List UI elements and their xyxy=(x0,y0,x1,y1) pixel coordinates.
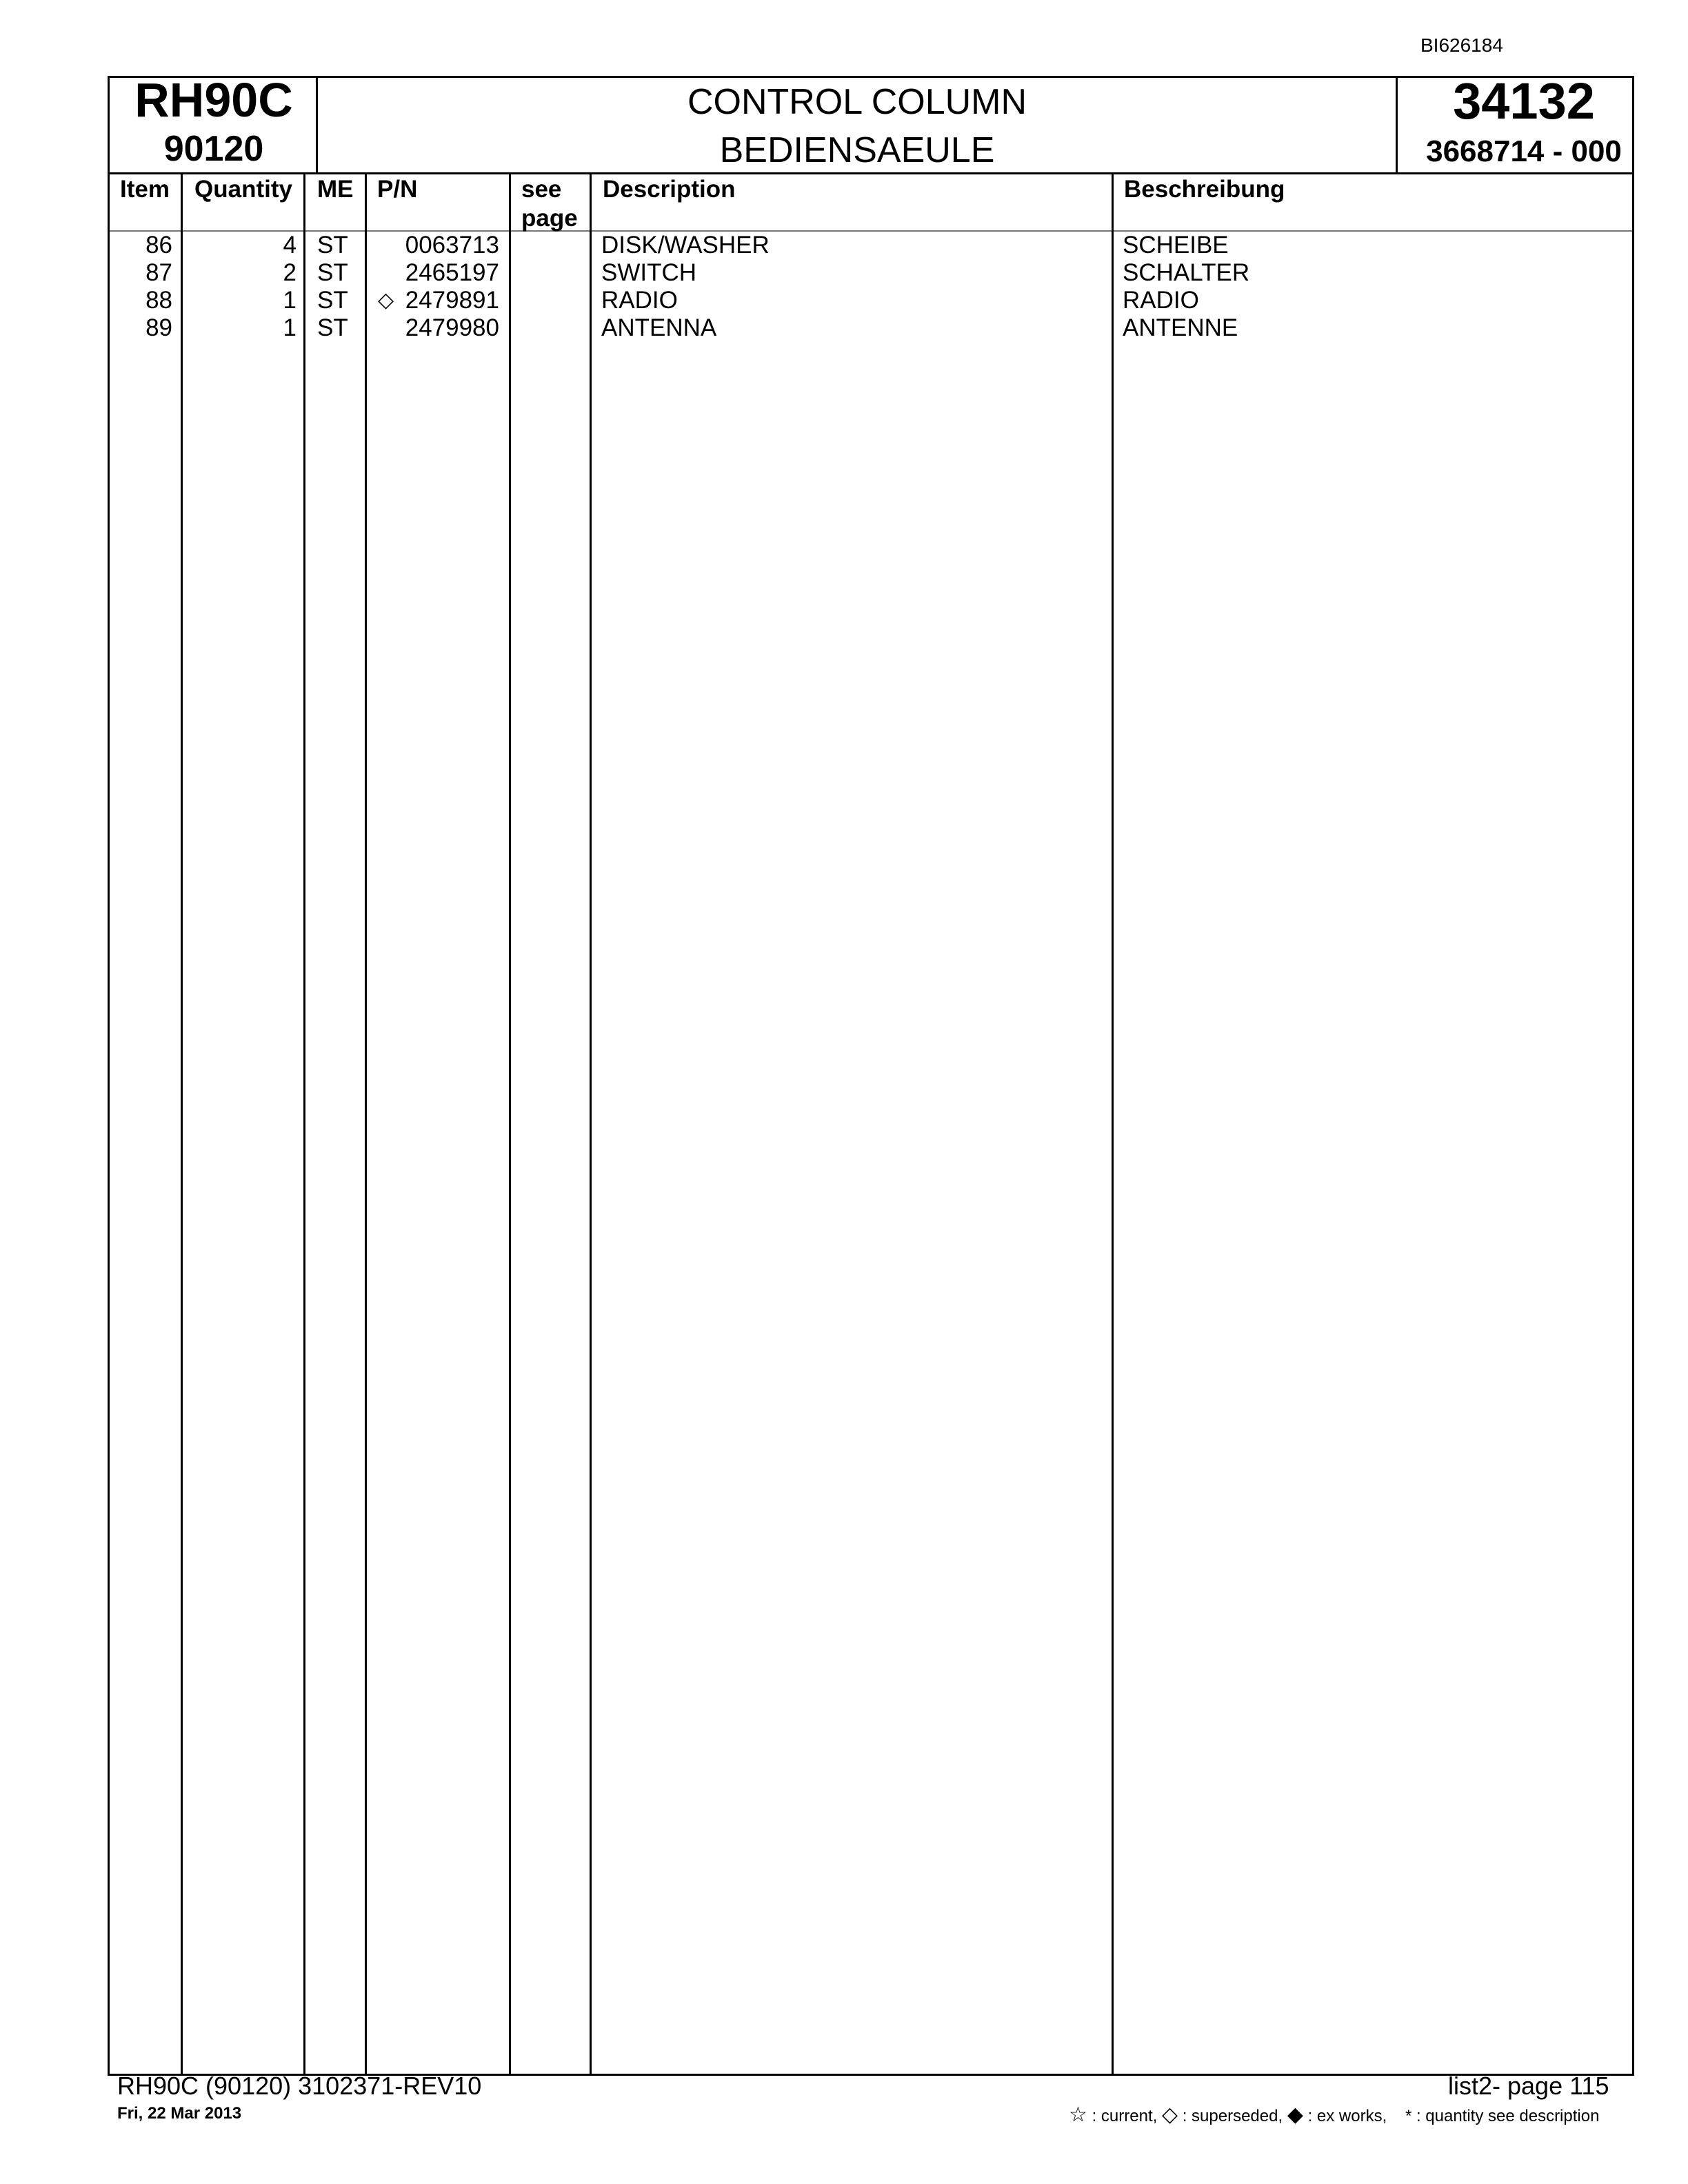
unit: ST xyxy=(317,314,348,341)
col-divider-description xyxy=(1112,172,1114,2075)
quantity: 1 xyxy=(283,287,297,314)
beschreibung: SCHEIBE xyxy=(1123,232,1229,259)
superseded-diamond-icon: ◇ xyxy=(378,289,394,312)
beschreibung: SCHALTER xyxy=(1123,259,1250,286)
col-header-pn: P/N xyxy=(377,176,418,203)
item-number: 87 xyxy=(145,259,172,286)
quantity: 1 xyxy=(283,314,297,341)
header-bottom-line xyxy=(108,172,1634,174)
document-id: BI626184 xyxy=(1420,34,1503,56)
col-header-see: see xyxy=(521,176,562,203)
col-header-me: ME xyxy=(317,176,354,203)
unit: ST xyxy=(317,259,348,286)
beschreibung: RADIO xyxy=(1123,287,1199,314)
col-divider-quantity xyxy=(303,172,305,2075)
unit: ST xyxy=(317,232,348,259)
quantity: 2 xyxy=(283,259,297,286)
part-number: 2479891 xyxy=(405,287,499,314)
item-number: 89 xyxy=(145,314,172,341)
part-number: 2479980 xyxy=(405,314,499,341)
legend-exworks: : ex works, xyxy=(1307,2107,1387,2125)
diamond-filled-icon: ◆ xyxy=(1287,2103,1303,2126)
diamond-outline-icon: ◇ xyxy=(1161,2103,1178,2126)
legend xyxy=(1069,2103,1599,2127)
group-reference: 3668714 - 000 xyxy=(1426,134,1622,168)
frame-right xyxy=(1632,76,1634,2076)
model-name: RH90C xyxy=(134,73,293,127)
beschreibung: ANTENNE xyxy=(1123,314,1238,341)
title-german: BEDIENSAEULE xyxy=(719,130,995,170)
col-header-item: Item xyxy=(120,176,170,203)
star-outline-icon: ☆ xyxy=(1069,2103,1087,2126)
col-header-page: page xyxy=(521,205,578,232)
col-header-description: Description xyxy=(603,176,736,203)
col-header-quantity: Quantity xyxy=(194,176,292,203)
item-number: 86 xyxy=(145,232,172,259)
document-reference: RH90C (90120) 3102371-REV10 xyxy=(117,2072,482,2100)
title-english: CONTROL COLUMN xyxy=(687,82,1027,122)
col-divider-seepage xyxy=(590,172,592,2075)
print-date: Fri, 22 Mar 2013 xyxy=(117,2104,242,2123)
page-number: list2- page 115 xyxy=(1448,2072,1609,2100)
part-number: 0063713 xyxy=(405,232,499,259)
description: DISK/WASHER xyxy=(601,232,770,259)
description: ANTENNA xyxy=(601,314,717,341)
col-header-beschreibung: Beschreibung xyxy=(1124,176,1285,203)
col-divider-me xyxy=(365,172,367,2075)
unit: ST xyxy=(317,287,348,314)
group-number: 34132 xyxy=(1453,72,1595,130)
description: RADIO xyxy=(601,287,678,314)
frame-left xyxy=(108,76,110,2076)
col-divider-item xyxy=(181,172,183,2075)
model-code: 90120 xyxy=(163,129,264,169)
legend-current: : current, xyxy=(1092,2107,1158,2125)
part-number: 2465197 xyxy=(405,259,499,286)
item-number: 88 xyxy=(145,287,172,314)
legend-quantity: * : quantity see description xyxy=(1405,2107,1600,2125)
legend-superseded: : superseded, xyxy=(1182,2107,1283,2125)
col-divider-pn xyxy=(509,172,511,2075)
quantity: 4 xyxy=(283,232,297,259)
description: SWITCH xyxy=(601,259,697,286)
